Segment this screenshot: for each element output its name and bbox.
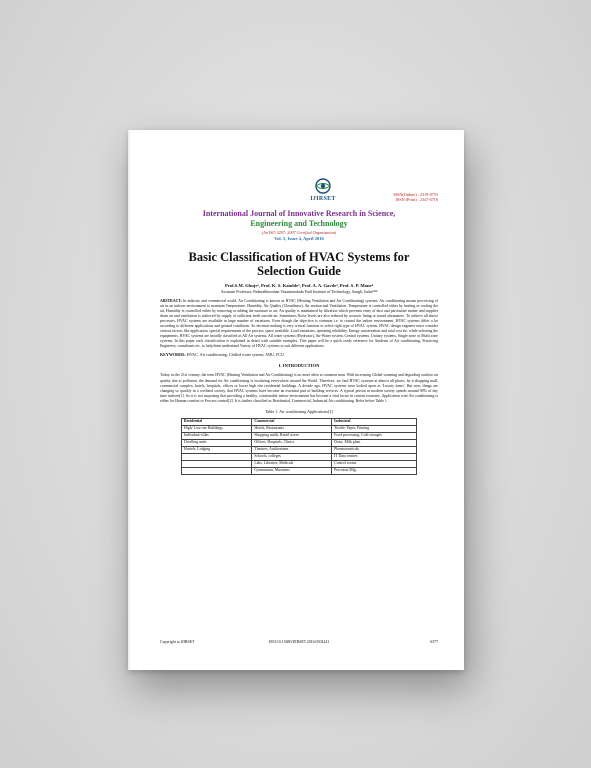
keywords-label: KEYWORDS: [160, 352, 186, 358]
journal-logo [308, 178, 338, 202]
table-row [182, 467, 417, 474]
table-cell: Precision Mfg. [332, 467, 417, 474]
table-row [182, 460, 417, 467]
table-row [182, 439, 417, 446]
page-footer [160, 640, 438, 646]
footer-copyright: Copyright to IJIRSET [160, 640, 195, 644]
table-row [182, 432, 417, 439]
table-cell: Shopping malls, Retail stores [252, 432, 332, 439]
table-cell: Gymnasium, Museums [252, 467, 332, 474]
table-cell: Offices, Hospitals, Clinics [252, 439, 332, 446]
abstract-label: ABSTRACT: [160, 299, 182, 303]
table-cell: Food processing, Cold storages [332, 432, 417, 439]
table-cell: Pharmaceuticals [332, 446, 417, 453]
certification-note: (An ISO 3297: 2007 Certified Organization) [261, 230, 337, 235]
paper-title-line1: Basic Classification of HVAC Systems for [188, 250, 410, 264]
paper-page [128, 130, 464, 670]
table-row [182, 453, 417, 460]
table-cell [182, 467, 252, 474]
affiliation: Assistant Professor, Padmabhooshan Vasantraodada Patil Institute of Technology, Sangli, India¹²³⁴ [220, 289, 378, 294]
table-header-cell: Commercial [252, 418, 332, 425]
authors: Prof.S.M. Ghuje¹, Prof. K. S. Kamble², Prof. A. A. Gavde³, Prof. S. P. Mane⁴ [225, 283, 373, 288]
table-cell: Hotels, Restaurants [252, 425, 332, 432]
table-cell: Hostels, Lodging [182, 446, 252, 453]
table-row [182, 425, 417, 432]
journal-title-line1: International Journal of Innovative Research in Science, [202, 209, 396, 218]
journal-title [160, 209, 438, 229]
introduction-text: Today, in the 21st century, the term HVAC (Heating Ventilation and Air Conditioning) is no more alien to common man. With increasing Global warming and degrading outdoor air quality due to pollution, the demand for Air conditioning is escalating everywhere around the World. Therefore, we find HVAC systems at almost all places, be it shopping mall, commercial complex, hotels, hospitals, offices or lower high rise residential buildings. A decade ago, HVAC systems were looked upon as 'Luxury items'. But now, things are changing so quickly in a civilized society, that HVAC systems have become an essential part of building services. A typical person in modern society spends around 90% of day time indoors[1]. So it is not surprising that providing a healthy, comfortable indoor environment has become a vital factor in current economy. Application wise Air conditioning is either for Human comfort or Process control[2]. It is further classified as Residential, Commercial, Industrial Air conditioning. Refer below Table 1. [160, 373, 438, 403]
table-cell [182, 460, 252, 467]
keywords [160, 352, 438, 357]
applications-table [181, 418, 417, 475]
logo-text: IJIRSET [310, 196, 336, 202]
table-cell: High/ Low rise Buildings [182, 425, 252, 432]
table-cell: Individual villas [182, 432, 252, 439]
header-row [160, 178, 438, 206]
abstract-text: In industry and commercial world, Air Conditioning is known as HVAC (Heating Ventilation and Air Conditioning) systems. Air conditioning means processing of air in an indoors environment to maintain Temperature, Humidity, Air Quality (Cleanliness), Air motion and Ventilation. Temperature is controlled either by heating or cooling the air, Humidity is controlled either by removing or adding the moisture to air, Air quality is maintained by filtration which prevents entry of dust and particulate matter and supplier drain air and ventilation is achieved by supply of sufficient fresh outside air. Sometimes Noise levels are also reduced by acoustic lining or sound attenuators. To achieve all above processes, HVAC systems are available in large number of variations. Even though the objective is common i.e. to control the indoor environment, HVAC systems differ a lot according to different applications and ground conditions. So decision making is very critical function to select right type of HVAC system. HVAC design engineer must consider various factors like application, special requirements of the process, space available, Load variations, operating reliability, Energy conservation and total cost etc. while selecting the equipments. HVAC systems are broadly classified as All Air systems, All water systems (Hydronic), Air-Water system, Central systems, Unitary systems, Single zone or Multi zone systems. In this paper such classification is explained in detail with suitable examples. This paper will be a quick ready reference for Students of Air conditioning, Practicing Engineers, consultants etc. to help them understand Variety of HVAC systems to suit different applications. [160, 299, 438, 349]
table-cell: Theatres, Auditoriums [252, 446, 332, 453]
journal-title-line2: Engineering and Technology [250, 219, 348, 228]
section-heading: I. INTRODUCTION [278, 363, 320, 369]
table-header-cell: Residential [182, 418, 252, 425]
table-cell: Dairy, Milk plant [332, 439, 417, 446]
issn-block [393, 192, 438, 202]
table-cell: Labs, Libraries, Medicals [252, 460, 332, 467]
table-cell: Schools, colleges [252, 453, 332, 460]
paper-title [160, 250, 438, 278]
issn-online: ISSN(Online) : 2319-8753 [393, 192, 438, 197]
issn-print: ISSN (Print) : 2347-6710 [395, 197, 438, 202]
table-cell: Dwelling units [182, 439, 252, 446]
table-cell [182, 453, 252, 460]
table-cell: IT Data centres [332, 453, 417, 460]
table-cell: Textile, Paper, Printing [332, 425, 417, 432]
table-row [182, 446, 417, 453]
footer-doi: DOI:10.15680/IJIRSET.2016.0504241 [268, 640, 330, 644]
table-cell: Control rooms [332, 460, 417, 467]
paper-title-line2: Selection Guide [257, 264, 341, 278]
table-header-row [182, 418, 417, 425]
page-number: 6377 [430, 640, 438, 644]
keywords-text: HVAC, Air conditioning, Chilled water system, AHU, FCU [186, 352, 285, 358]
globe-icon [312, 178, 334, 196]
table-header-cell: Industrial [332, 418, 417, 425]
table-caption: Table 1. Air conditioning Applications[2] [265, 408, 333, 414]
abstract [160, 299, 438, 349]
volume-issue: Vol. 5, Issue 4, April 2016 [274, 236, 324, 241]
